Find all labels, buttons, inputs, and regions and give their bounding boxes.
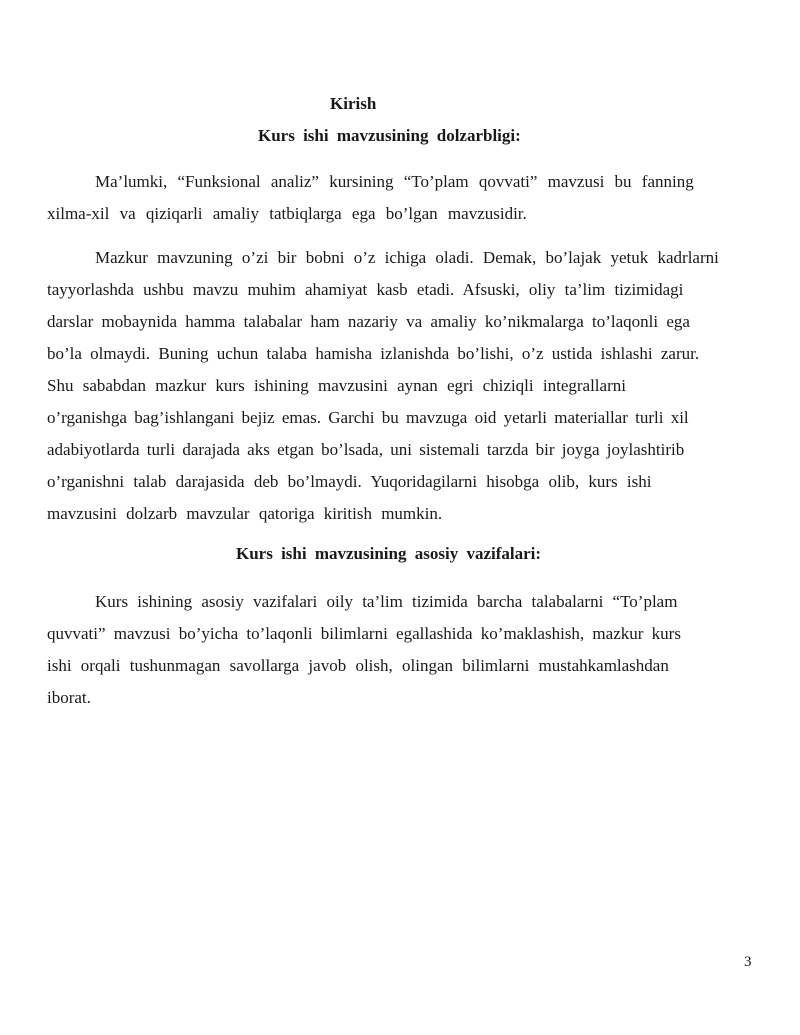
paragraph-line: o’rganishga bag’ishlangani bejiz emas. Garchi bu mavzuga oid yetarli materiallar turli xil — [47, 408, 689, 427]
paragraph-line: darslar mobaynida hamma talabalar ham nazariy va amaliy ko’nikmalarga to’laqonli ega — [47, 312, 690, 331]
paragraph-line: bo’la olmaydi. Buning uchun talaba hamisha izlanishda bo’lishi, o’z ustida ishlashi zarur. — [47, 344, 700, 363]
paragraph-line: quvvati” mavzusi bo’yicha to’laqonli bilimlarni egallashida ko’maklashish, mazkur kurs — [47, 624, 681, 643]
paragraph-line: xilma-xil va qiziqarli amaliy tatbiqlarga ega bo’lgan mavzusidir. — [47, 204, 527, 223]
paragraph-line: tayyorlashda ushbu mavzu muhim ahamiyat kasb etadi. Afsuski, oliy ta’lim tizimidagi — [47, 280, 684, 299]
paragraph-line: Shu sababdan mazkur kurs ishining mavzusini aynan egri chiziqli integrallarni — [47, 376, 626, 395]
paragraph-line: Ma’lumki, “Funksional analiz” kursining “To’plam qovvati” mavzusi bu fanning — [95, 172, 694, 191]
paragraph-line: Mazkur mavzuning o’zi bir bobni o’z ichiga oladi. Demak, bo’lajak yetuk kadrlarni — [95, 248, 719, 267]
paragraph-line: Kurs ishining asosiy vazifalari oily ta’lim tizimida barcha talabalarni “To’plam — [95, 592, 678, 611]
paragraph-line: adabiyotlarda turli darajada aks etgan bo’lsada, uni sistemali tarzda bir joyga joylashtirib — [47, 440, 685, 459]
paragraph-line: o’rganishni talab darajasida deb bo’lmaydi. Yuqoridagilarni hisobga olib, kurs ishi — [47, 472, 652, 491]
paragraph-line: ishi orqali tushunmagan savollarga javob olish, olingan bilimlarni mustahkamlashdan — [47, 656, 669, 675]
document-title: Kirish — [330, 94, 377, 113]
section-heading-relevance: Kurs ishi mavzusining dolzarbligi: — [258, 126, 521, 145]
paragraph-line: iborat. — [47, 688, 91, 707]
section-heading-tasks: Kurs ishi mavzusining asosiy vazifalari: — [236, 544, 542, 563]
page-number: 3 — [744, 954, 752, 970]
paragraph-line: mavzusini dolzarb mavzular qatoriga kiritish mumkin. — [47, 504, 443, 523]
